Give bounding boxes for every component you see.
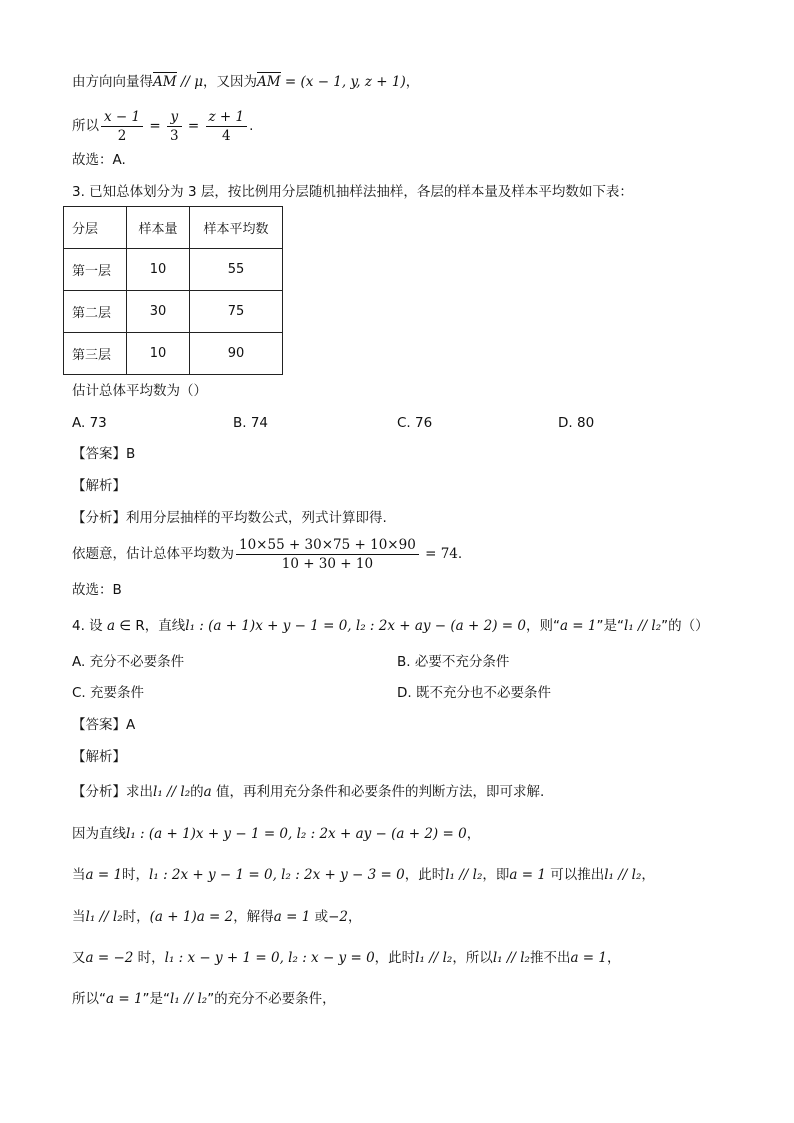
- table-cell: 30: [127, 291, 190, 333]
- text: 所以: [72, 118, 99, 134]
- table-cell: 10: [127, 249, 190, 291]
- table-row: [64, 333, 283, 375]
- derivation-line-2: [72, 106, 253, 146]
- answer: 【答案】B: [72, 446, 136, 462]
- table-cell: 55: [190, 249, 283, 291]
- option-d: D. 既不充分也不必要条件: [397, 685, 551, 701]
- analysis: 【分析】利用分层抽样的平均数公式，列式计算即得.: [72, 510, 387, 526]
- question-4-stem: 4. 设 a ∈ R，直线l₁ : (a + 1)x + y − 1 = 0, l₂ : 2x + ay − (a + 2) = 0，则“a = 1”是“l₁ // l₂”的（）: [72, 618, 709, 634]
- option-b: B. 必要不充分条件: [397, 654, 510, 670]
- option-b: B. 74: [233, 415, 269, 431]
- table-header: 样本量: [127, 207, 190, 249]
- solution-step-1: 因为直线l₁ : (a + 1)x + y − 1 = 0, l₂ : 2x + ay − (a + 2) = 0，: [72, 826, 481, 842]
- math-expression: = (x − 1, y, z + 1): [280, 74, 406, 90]
- fraction: $\frac{x - 1}{2}$: [101, 108, 143, 145]
- fraction: $\frac{z + 1}{4}$: [206, 108, 248, 145]
- text: ，: [405, 74, 420, 90]
- table-header: 样本平均数: [190, 207, 283, 249]
- vector-am: AM: [153, 74, 177, 90]
- calculation: [72, 534, 462, 574]
- vector-mu: μ: [194, 74, 204, 90]
- option-c: C. 76: [397, 415, 433, 431]
- table-cell: 75: [190, 291, 283, 333]
- solution-step-2: 当a = 1时，l₁ : 2x + y − 1 = 0, l₂ : 2x + y − 3 = 0，此时l₁ // l₂，即a = 1 可以推出l₁ // l₂，: [72, 867, 655, 883]
- derivation-line-1: [72, 72, 419, 92]
- solution-step-4: 又a = −2 时，l₁ : x − y + 1 = 0, l₂ : x − y = 0，此时l₁ // l₂，所以l₁ // l₂推不出a = 1，: [72, 950, 621, 966]
- answer: 【答案】A: [72, 717, 136, 733]
- fraction: $\frac{y}{3}$: [167, 108, 182, 145]
- option-d: D. 80: [558, 415, 595, 431]
- equals: =: [145, 118, 166, 134]
- stratified-table: [63, 206, 283, 375]
- text: 依题意，估计总体平均数为: [72, 546, 234, 562]
- table-row: [64, 249, 283, 291]
- table-header-row: [64, 207, 283, 249]
- table-cell: 90: [190, 333, 283, 375]
- text: .: [249, 118, 254, 134]
- table-cell: 10: [127, 333, 190, 375]
- fraction: $\frac{10\times 55 + 30\times 75 + 10\times 90}{10 + 30 + 10}$: [236, 536, 419, 573]
- table-row: [64, 291, 283, 333]
- vector-am: AM: [257, 74, 281, 90]
- math-expression: l₁ : (a + 1)x + y − 1 = 0, l₂ : 2x + ay − (a + 2) = 0: [185, 618, 526, 634]
- question-3-stem: 3. 已知总体划分为 3 层，按比例用分层随机抽样法抽样，各层的样本量及样本平均数如下表：: [72, 184, 633, 200]
- solution-step-3: 当l₁ // l₂时，(a + 1)a = 2，解得a = 1 或−2，: [72, 909, 362, 925]
- text: ，又因为: [203, 74, 258, 90]
- text: 由方向向量得: [72, 74, 153, 90]
- analysis-title: 【解析】: [72, 749, 126, 765]
- analysis: 【分析】求出l₁ // l₂的a 值，再利用充分条件和必要条件的判断方法，即可求解.: [72, 784, 545, 800]
- table-cell: 第三层: [64, 333, 127, 375]
- option-a: A. 充分不必要条件: [72, 654, 185, 670]
- table-cell: 第一层: [64, 249, 127, 291]
- solution-conclusion: 所以“a = 1”是“l₁ // l₂”的充分不必要条件，: [72, 991, 336, 1007]
- parallel-sign: //: [176, 74, 195, 90]
- equals: =: [183, 118, 204, 134]
- result: = 74: [420, 546, 458, 562]
- table-cell: 第二层: [64, 291, 127, 333]
- option-c: C. 充要条件: [72, 685, 145, 701]
- option-a: A. 73: [72, 415, 107, 431]
- choose-b: 故选：B: [72, 582, 122, 598]
- text: .: [457, 546, 463, 562]
- choose-a: 故选：A.: [72, 152, 126, 168]
- question-3-question: 估计总体平均数为（）: [72, 383, 207, 399]
- analysis-title: 【解析】: [72, 478, 126, 494]
- table-header: 分层: [64, 207, 127, 249]
